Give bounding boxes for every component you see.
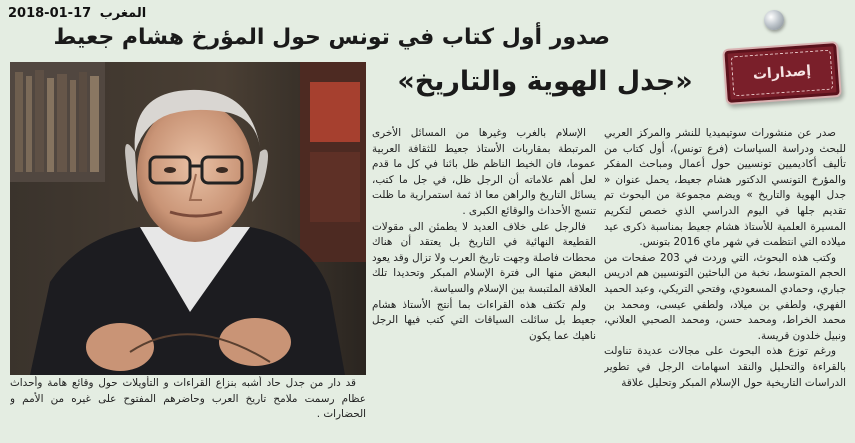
article-paragraph: الإسلام بالغرب وغيرها من المسائل الأخرى المرتبطة بمقاربات الأستاذ جعيط للثقافة العربية عموما، فان الخيط الناظم ظل بائنا في كل ما قدم لعل أهم علاماته أن الرجل ظل، في جل ما كتب، يسائل التاريخ والراهن معا اذ ثمة استمرارية ما ظلت تنسج الأحداث والوقائع الكبرى . [372, 127, 596, 217]
article-paragraph: ولم تكتف هذه القراءات بما أنتج الأستاذ هشام جعيط بل سائلت السياقات التي كتب فيها الرجل ناهيك عما يكون [372, 298, 596, 342]
article-paragraph: فالرجل على خلاف العديد لا يطمئن الى مقولات القطيعة النهائية في التاريخ بل يعتقد أن هناك محطات فاصلة وجهت تاريخ العرب ولا تزال وقد يعود البعض منها الى فترة الإسلام المبكر وتحديدا تلك العلاقة الملتبسة بين الإسلام والسياسة. [372, 220, 596, 295]
portrait-illustration [10, 62, 366, 375]
article-paragraph: صدر عن منشورات سوتيميديا للنشر والمركز العربي للبحث ودراسة السياسات (فرع تونس)، أول كتاب من تأليف أكاديميين تونسيين حول أعمال ومباحث المفكر والمؤرخ التونسي الدكتور هشام جعيط، يحمل عنوان « جدل الهوية والتاريخ » ويضم مجموعة من البحوث تم تقديم جلها في اليوم الدراسي الذي خصص لتكريم المسيرة العلمية للأستاذ هشام جعيط بمناسبة ذكرى عيد ميلاده التي انتظمت في شهر ماي 2016 بتونس. [604, 127, 846, 249]
section-tag [722, 41, 842, 105]
article-paragraph: وكتب هذه البحوث، التي وردت في 203 صفحات من الحجم المتوسط، نخبة من الباحثين التونسيين هم ادريس جباري، وحمادي المسعودي، وفتحي التريكي، وعبد الحميد الفهري، ولطفي بن ميلاد، ولطفي عيسى، ومحمد بن محمد الخراط، ومحمد حسن، ومحمد الصحبي العلاني، ونبيل خلدون قريسة. [604, 251, 846, 342]
article-column-right [604, 126, 846, 442]
section-tag-label: إصدارات [752, 62, 812, 84]
headline-main: صدور أول كتاب في تونس حول المؤرخ هشام جعيط [53, 25, 610, 50]
article-paragraph: ورغم توزع هذه البحوث على مجالات عديدة تناولت بالقراءة والتحليل والنقد اسهامات الرجل في تطوير الدراسات التاريخية حول الإسلام المبكر وتحليل علاقة [604, 345, 846, 389]
issue-date: 2018-01-17 [8, 6, 92, 21]
headline-book-title: «جدل الهوية والتاريخ» [397, 66, 693, 97]
pushpin-icon [764, 10, 784, 30]
article-column-middle [372, 126, 596, 442]
portrait-photo [10, 62, 366, 375]
article-column-left [10, 376, 366, 442]
newspaper-name: المغرب [99, 6, 147, 21]
article-paragraph: قد دار من جدل حاد أشبه بنزاع القراءات و التأويلات حول وقائع هامة وأحداث عظام رسمت ملامح تاريخ العرب وحاضرهم المفتوح على غيره من الأمم و الحضارات . [10, 377, 366, 421]
masthead [8, 6, 146, 21]
